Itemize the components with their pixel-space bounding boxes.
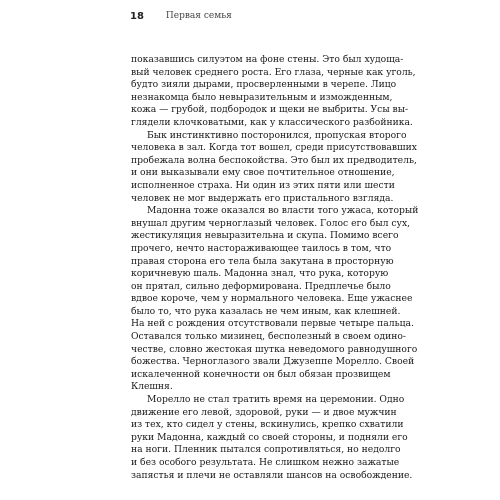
text-line: Мадонна тоже оказался во власти того ужаса, который — [147, 205, 419, 217]
page-number: 18 — [130, 10, 144, 22]
text-line: кожа — грубой, подбородок и щеки не выбриты. Усы вы- — [131, 104, 409, 116]
text-line: Бык инстинктивно посторонился, пропуская второго — [147, 129, 407, 141]
text-line: руки Мадонна, каждый со своей стороны, и подняли его — [131, 431, 408, 443]
text-line: коричневую шаль. Мадонна знал, что рука, которую — [131, 268, 389, 280]
text-line: На ней с рождения отсутствовали первые четыре пальца. — [131, 318, 414, 330]
paragraph — [131, 394, 413, 482]
text-line: вдвое короче, чем у нормального человека. Еще ужаснее — [131, 293, 413, 305]
body-text — [131, 54, 419, 482]
text-line: жестикуляция невыразительна и скупа. Помимо всего — [131, 230, 399, 242]
text-line: искалеченной конечности он был обязан прозвищем — [131, 368, 391, 380]
text-line: Клешня. — [131, 381, 173, 393]
text-line: человека в зал. Когда тот вошел, среди присутствовавших — [131, 142, 417, 154]
text-line: прочего, нечто настораживающее таилось в том, что — [131, 242, 392, 254]
text-line: внушал другим черноглазый человек. Голос его был сух, — [131, 217, 411, 229]
text-line: и они выказывали ему свое почтительное отношение, — [131, 167, 395, 179]
text-line: показавшись силуэтом на фоне стены. Это был худоща- — [131, 54, 404, 65]
text-line: Морелло не стал тратить время на церемонии. Одно — [147, 394, 405, 406]
text-line: запястья и плечи не оставляли шансов на освобождение. — [131, 469, 413, 481]
text-line: вый человек среднего роста. Его глаза, черные как уголь, — [131, 66, 416, 78]
text-line: он прятал, сильно деформирована. Предплечье было — [131, 280, 391, 292]
text-line: правая сторона его тела была закутана в просторную — [131, 255, 394, 267]
text-line: незнакомца было невыразительным и изможденным, — [131, 91, 393, 103]
running-title: Первая семья — [165, 11, 232, 21]
text-line: исполненное страха. Ни один из этих пяти или шести — [131, 179, 395, 191]
text-line: движение его левой, здоровой, руки — и двое мужчин — [131, 406, 397, 418]
text-line: и без особого результата. Не слишком нежно зажатые — [131, 457, 400, 468]
text-line: человек не мог выдержать его пристального взгляда. — [131, 192, 394, 204]
paragraph — [131, 205, 419, 394]
text-line: будто зияли дырами, просверленными в черепе. Лицо — [131, 79, 397, 91]
text-line: божества. Черноглазого звали Джузеппе Морелло. Своей — [131, 356, 415, 368]
text-line: честве, словно жестокая шутка неведомого равнодушного — [131, 343, 418, 355]
text-line: на ноги. Пленник пытался сопротивляться, но недолго — [131, 444, 401, 456]
text-line: глядели клочковатыми, как у классического разбойника. — [131, 116, 413, 128]
text-line: было то, что рука казалась не чем иным, как клешней. — [131, 305, 401, 317]
paragraph — [131, 129, 417, 206]
running-head — [130, 9, 370, 23]
text-line: пробежала волна беспокойства. Это был их предводитель, — [131, 154, 417, 166]
text-line: Оставался только мизинец, бесполезный в своем одино- — [131, 331, 406, 343]
text-line: из тех, кто сидел у стены, вскинулись, крепко схватили — [131, 419, 404, 431]
paragraph — [131, 54, 416, 130]
